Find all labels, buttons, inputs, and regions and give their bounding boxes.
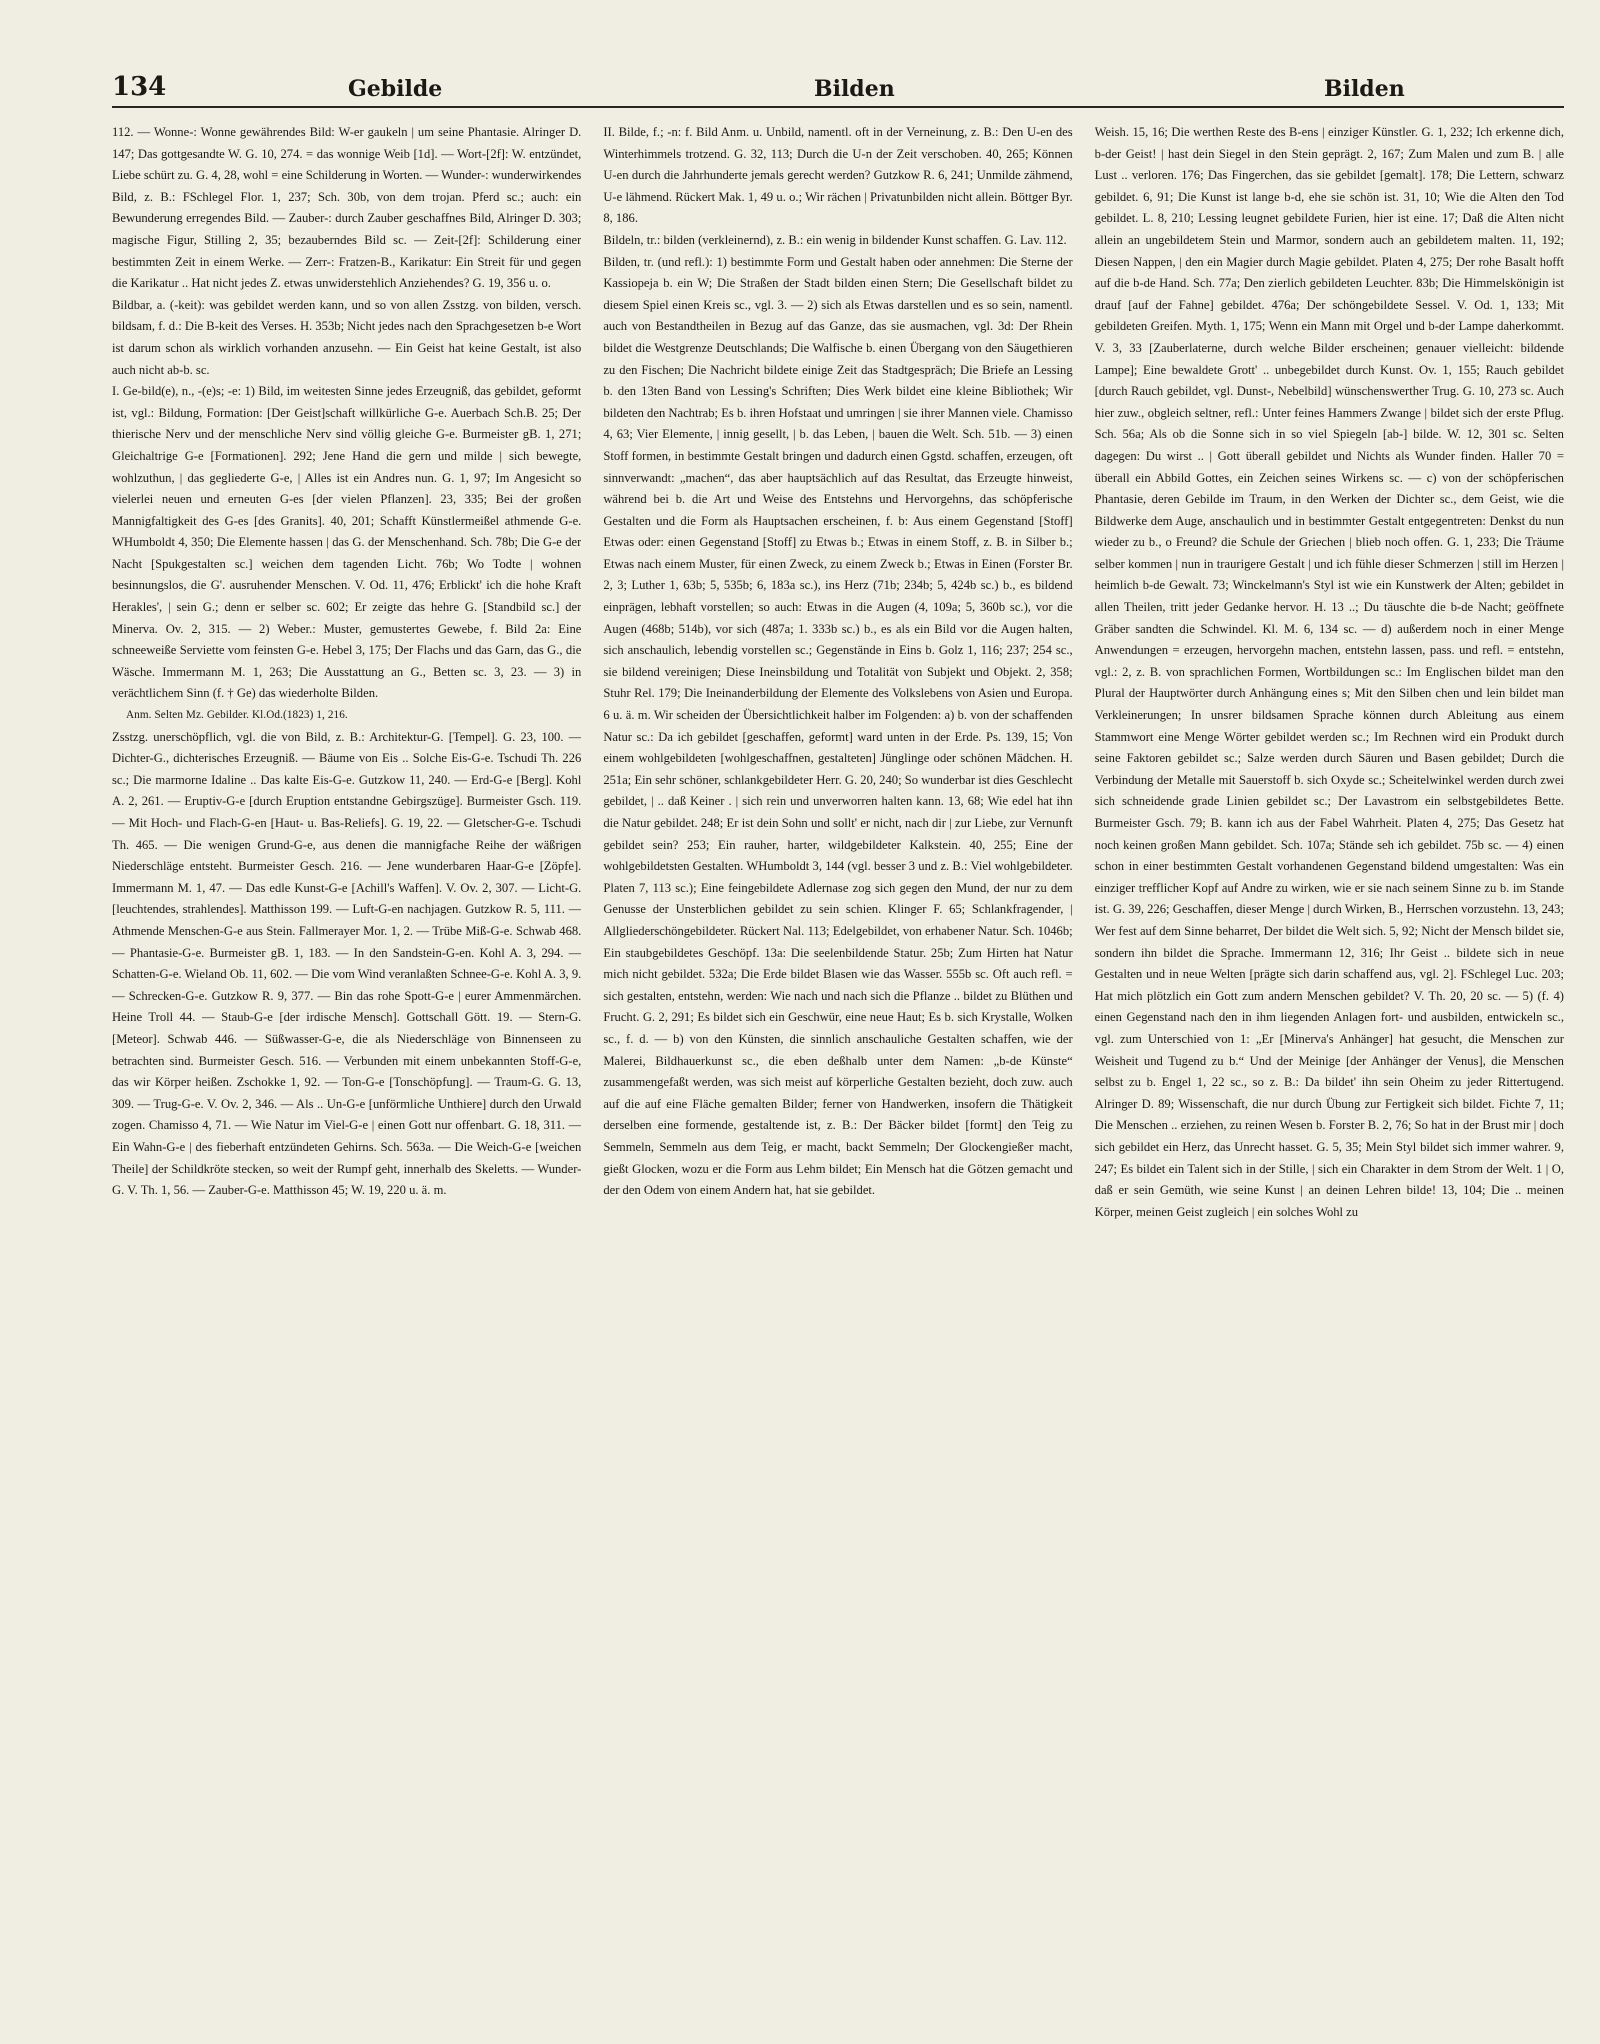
entry-paragraph: Bildeln, tr.: bilden (verkleinernd), z. B.: ein wenig in bildender Kunst schaffen. G. Lav. 112. (603, 232, 1067, 247)
entry-paragraph: Bilden, tr. (und refl.): 1) bestimmte Form und Gestalt haben oder annehmen: Die Sterne der Kassiopeja b. ein W; Die Straßen der Stadt bilden einen Stern; Die Gesellschaft bildet zu diesem Spiel einen Kreis sc., vgl. 3. — 2) sich als Etwas darstellen und es so sein, namentl. auch von Bestandtheilen in Bezug auf das Ganze, das sie ausmachen, vgl. 3d: Der Rhein bildet die Westgrenze Deutschlands; Die Walfische b. einen Übergang von den Säugethieren zu den Fischen; Die Nachricht bildete einige Zeit das Stadtgespräch; Die Briefe an Lessing b. den 13ten Band von Lessing's Schriften; Dies Werk bildet eine kleine Bibliothek; Wir bildeten den Nachtrab; Es b. ihren Hofstaat und umringen | sie ihrer Mannen viele. Chamisso 4, 63; Vier Elemente, | innig gesellt, | b. das Leben, | bauen die Welt. Sch. 51b. — 3) einen Stoff formen, in bestimmte Gestalt bringen und dadurch einen Ggstd. schaffen, erzeugen, oft sinnverwandt: „machen“, das aber hauptsächlich auf das Resultat, das Erzeugte hinweist, während bei b. die Art und Weise des Entstehns und Hervorgehns, das schöpferische Gestalten und die Form als Hauptsachen erscheinen, f. b: Aus einem Gegenstand [Stoff] Etwas oder: einen Gegenstand [Stoff] zu Etwas b.; Etwas in einem Stoff, z. B. in Silber b.; Etwas nach einem Muster, für einen Zweck, zu einem Zweck b.; Etwas in Einen (Forster Br. 2, 3; Luther 1, 63b; 5, 535b; 6, 183a sc.), ins Herz (71b; 234b; 5, 424b sc.) b., es bildend einprägen, lebhaft vorstellen; so auch: Etwas in die Augen (4, 109a; 5, 360b sc.), vor die Augen (468b; 514b), vor sich (487a; 1. 333b sc.) b., es als ein Bild vor die Augen halten, sich anschaulich, lebendig vorstellen sc.; Gegenstände in Eins b. Golz 1, 116; 237; 254 sc., sie bildend vereinigen; Diese Ineinsbildung und Totalität von Subjekt und Objekt. 2, 358; Stuhr Rel. 179; Die Ineinanderbildung der Elemente des Volkslebens von Asien und Europa. 6 u. ä. m. Wir scheiden der Übersichtlichkeit halber im Folgenden: a) b. von der schaffenden Natur sc.: Da ich gebildet [geschaffen, geformt] ward unten in der Erde. Ps. 139, 15; Von einem wohlgebildeten [wohlgeschaffnen, gestalteten] Jünglinge oder schönen Mädchen. H. 251a; Ein sehr schöner, schlankgebildeter Herr. G. 20, 240; So wunderbar ist dies Geschlecht gebildet, | .. daß Keiner . | sich rein und unverworren halten kann. 13, 68; Wie edel hat ihn die Natur gebildet. 248; Er ist dein Sohn und sollt' er nicht, nach dir | zur Liebe, zur Vernunft gebildet sein? 253; Ein rauher, harter, wildgebildeter Kalkstein. 40, 255; Eine der wohlgebildetsten Gestalten. WHumboldt 3, 144 (vgl. besser 3 und z. B.: Viel wohlgebildeter. Platen 7, 113 sc.); Eine feingebildete Adlernase zog sich gegen den Mund, der nur zu dem Genusse der Unsterblichen gebildet zu sein schien. Klinger F. 65; Schlankfragender, | Allgliederschöngebildeter. Rückert Nal. 113; Edelgebildet, von erhabener Natur. Sch. 1046b; Ein staubgebildetes Geschöpf. 13a: Die seelenbildende Statur. 25b; Zum Hirten hat Natur mich nicht gebildet. 532a; Die Erde bildet Blasen wie das Wasser. 555b sc. Oft auch refl. = sich gestalten, entstehn, werden: Wie nach und nach sich die Pflanze .. bildet zu Blüthen und Frucht. G. 2, 291; Es bildet sich ein Geschwür, eine neue Haut; Es b. sich Krystalle, Wolken sc., f. d. — b) von den Künsten, die sinnlich anschauliche Gestalten schaffen, wie der Malerei, Bildhauerkunst sc., die eben deßhalb unter dem Namen: „b-de Künste“ zusammengefaßt werden, was sich meist auf körperliche Gestalten bezieht, doch zuw. auch auf die auf eine Fläche gemalten Bilder; ferner von Handwerken, insofern die Thätigkeit derselben eine formende, gestaltende ist, z. B.: Der Bäcker bildet [formt] den Teig zu Semmeln, Semmeln aus dem Teig, er macht, backt Semmeln; Der Glockengießer macht, gießt Glocken, wozu er die Form aus Lehm bildet; Ein Mensch hat die Götzen gemacht und der den Odem von einem Andern hat, hat sie gebildet. (603, 254, 1073, 1198)
column-left (112, 122, 581, 2012)
note-paragraph: Anm. Selten Mz. Gebilder. Kl.Od.(1823) 1, 216. (126, 709, 348, 722)
column-right (1095, 122, 1564, 2012)
page-number: 134 (112, 72, 167, 102)
running-head (112, 66, 1564, 108)
entry-paragraph: 112. — Wonne-: Wonne gewährendes Bild: W-er gaukeln | um seine Phantasie. Alringer D. 147; Das gottgesandte W. G. 10, 274. = das wonnige Weib [1d]. — Wort-[2f]: W. entzündet, Liebe schürt zu. G. 4, 28, wohl = eine Schilderung in Worten. — Wunder-: wunderwirkendes Bild, z. B.: FSchlegel Flor. 1, 237; Sch. 30b, von dem trojan. Pferd sc.; auch: ein Bewunderung erregendes Bild. — Zauber-: durch Zauber geschaffnes Bild, Alringer D. 303; magische Figur, Stilling 2, 35; bezauberndes Bild sc. — Zeit-[2f]: Schilderung einer bestimmten Zeit in einem Werke. — Zerr-: Fratzen-B., Karikatur: Ein Streit für und gegen die Karikatur .. Hat nicht jedes Z. etwas unwiderstehlich Anziehendes? G. 19, 356 u. o. (112, 125, 582, 291)
entry-paragraph: Bildbar, a. (-keit): was gebildet werden kann, und so von allen Zsstzg. von bilden, versch. bildsam, f. d.: Die B-keit des Verses. H. 353b; Nicht jedes nach den Sprachgesetzen b-e Wort ist darum schon als wirklich vorhanden anzusehn. — Ein Geist hat keine Gestalt, ist also auch nicht ab-b. sc. (112, 297, 582, 377)
center-guide-word: Bilden (814, 76, 895, 102)
column-middle (603, 122, 1072, 2012)
entry-paragraph: Zsstzg. unerschöpflich, vgl. die von Bild, z. B.: Architektur-G. [Tempel]. G. 23, 100. — Dichter-G., dichterisches Erzeugniß. — Bäume von Eis .. Solche Eis-G-e. Tschudi Th. 226 sc.; Die marmorne Idaline .. Das kalte Eis-G-e. Gutzkow 11, 240. — Erd-G-e [Berg]. Kohl A. 2, 261. — Eruptiv-G-e [durch Eruption entstandne Gebirgszüge]. Burmeister Gsch. 119. — Mit Hoch- und Flach-G-en [Haut- u. Bas-Reliefs]. G. 19, 22. — Gletscher-G-e. Tschudi Th. 465. — Die wenigen Grund-G-e, aus denen die mannigfache Reihe der wäßrigen Niederschläge entsteht. Burmeister Gesch. 216. — Jene wunderbaren Haar-G-e [Zöpfe]. Immermann M. 1, 47. — Das edle Kunst-G-e [Achill's Waffen]. V. Ov. 2, 307. — Licht-G. [leuchtendes, strahlendes]. Matthisson 199. — Luft-G-en nachjagen. Gutzkow R. 5, 111. — Athmende Menschen-G-e aus Stein. Fallmerayer Mor. 1, 2. — Trübe Miß-G-e. Schwab 468. — Phantasie-G-e. Burmeister gB. 1, 183. — In den Sandstein-G-en. Kohl A. 3, 294. — Schatten-G-e. Wieland Ob. 11, 602. — Die vom Wind veranlaßten Schnee-G-e. Kohl A. 3, 9. — Schrecken-G-e. Gutzkow R. 9, 377. — Bin das rohe Spott-G-e | eurer Ammenmärchen. Heine Troll 44. — Staub-G-e [der irdische Mensch]. Gottschall Gött. 19. — Stern-G. [Meteor]. Schwab 446. — Süßwasser-G-e, die als Niederschläge von Binnenseen zu betrachten sind. Burmeister Gesch. 516. — Verbunden mit einem unbekannten Stoff-G-e, das wir Körper heißen. Zschokke 1, 92. — Ton-G-e [Tonschöpfung]. — Traum-G. G. 13, 309. — Trug-G-e. V. Ov. 2, 346. — Als .. Un-G-e [unförmliche Unthiere] durch den Urwald zogen. Chamisso 4, 71. — Wie Natur im Viel-G-e | einen Gott nur offenbart. G. 18, 311. — Ein Wahn-G-e | des fieberhaft entzündeten Gehirns. Sch. 563a. — Die Weich-G-e [weichen Theile] der Schildkröte stecken, so weit der Rumpf geht, innerhalb des Skeletts. — Wunder-G. V. Th. 1, 56. — Zauber-G-e. Matthisson 45; W. 19, 220 u. ä. m. (112, 729, 582, 1198)
entry-paragraph: Weish. 15, 16; Die werthen Reste des B-ens | einziger Künstler. G. 1, 232; Ich erkenne dich, b-der Geist! | hast dein Siegel in den Stein geprägt. 2, 167; Zum Malen und zum B. | alle Lust .. verloren. 176; Das Fingerchen, das sie gebildet [gemalt]. 178; Die Lettern, schwarz gebildet. 6, 91; Die Kunst ist lange b-d, ehe sie schön ist. 31, 10; Wie die Alten den Tod gebildet. L. 8, 210; Lessing leugnet gebildete Furien, hier ist eine. 17; Daß die Alten nicht allein an ungebildetem Stein und Marmor, sondern auch an gebildetem malten. 11, 192; Diesen Nappen, | den ein Magier durch Magie gebildet. Platen 4, 275; Der rohe Basalt hofft auf die b-de Hand. Sch. 77a; Den zierlich gebildeten Leuchter. 83b; Die Himmelskönigin ist drauf [auf der Fahne] gebildet. 476a; Der schöngebildete Sessel. V. Od. 1, 133; Mit gebildeten Greifen. Myth. 1, 175; Wenn ein Mann mit Orgel und b-der Lampe daherkommt. V. 3, 33 [Zauberlaterne, durch welche Bilder erscheinen; genauer vielleicht: bildende Lampe]; Eine bewaldete Grott' .. unbegebildet durch Kunst. Ov. 1, 155; Rauch gebildet [durch Rauch gebildet, vgl. Dunst-, Nebelbild] wünschenswerther Trug. G. 10, 273 sc. Auch hier zuw., obgleich seltner, refl.: Unter feines Hammers Zwange | bildet sich der erste Pflug. Sch. 56a; Als ob die Sonne sich in so viel Spiegeln [ab-] bilde. W. 12, 301 sc. Selten dagegen: Du wirst .. | Gott überall gebildet und Nichts als Wunder finden. Haller 70 = überall ein Abbild Gottes, ein Zeichen seines Wirkens sc. — c) von der schöpferischen Phantasie, deren Gebilde im Traum, in den Werken der Dichter sc., dem Geist, wie die Bildwerke dem Auge, anschaulich und in bestimmter Gestalt entgegentreten: Denkst du nun wieder zu b., o Freund? die Schule der Griechen | blieb noch offen. G. 1, 233; Die Träume selber kommen | nun in traurigere Gestalt | und ich fühle dieser Schmerzen | still im Herzen | heimlich b-de Gewalt. 73; Winckelmann's Styl ist wie ein Kunstwerk der Alten; gebildet in allen Theilen, tritt jeder Gedanke hervor. H. 13 ..; Du täuschte die b-de Nacht; geöffnete Gräber sandten die Schwindel. Kl. M. 6, 134 sc. — d) außerdem noch in einer Menge Anwendungen = erzeugen, hervorgehn machen, entstehn lassen, pass. und refl. = entstehn, vgl.: 2, z. B. von sprachlichen Formen, Wortbildungen sc.: Im Englischen bildet man den Plural der Hauptwörter durch Anhängung eines s; Mit den Silben chen und lein bildet man Verkleinerungen; In unsrer bildsamen Sprache können durch Ableitung aus einem Stammwort eine Menge Wörter gebildet werden sc.; Im Rechnen wird ein Produkt durch seine Faktoren gebildet sc.; Salze werden durch Säuren und Basen gebildet; Durch die Verbindung der Metalle mit Sauerstoff b. sich Oxyde sc.; Scheitelwinkel werden durch zwei sich schneidende grade Linien gebildet sc.; Der Lavastrom ein selbstgebildetes Bette. Burmeister Gsch. 79; B. kann ich aus der Fabel Wahrheit. Platen 4, 275; Das Gesetz hat noch keinen großen Mann gebildet. Sch. 107a; Stände seh ich gebildet. 75b sc. — 4) einen schon in einer bestimmten Gestalt vorhandenen Gegenstand bildend umgestalten: Was ein einziger trefflicher Kopf auf Andre zu wirken, wie er sie nach seinem Sinne zu b. im Stande ist. G. 39, 226; Geschaffen, dieser Menge | durch Wirken, B., Herrschen vorzustehn. 13, 243; Wer fest auf dem Sinne beharret, Der bildet die Welt sich. 5, 92; Nicht der Mensch bildet sie, sondern ihn bildet die Sprache. Immermann 12, 316; Ihr Geist .. bildete sich in neue Gestalten und in neue Welten [prägte sich darin schaffend aus, vgl. 2]. FSchlegel Luc. 203; Hat mich plötzlich ein Gott zum andern Menschen gebildet? V. Th. 20, 20 sc. — 5) (f. 4) einen Gegenstand nach den in ihm liegenden Anlagen fort- und ausbilden, entwickeln sc., vgl. zum Unterschied von 1: „Er [Minerva's Anhänger] hat gesucht, die Menschen zur Weisheit und Tugend zu b.“ Und der Meinige [der Anhänger der Venus], die Menschen selbst zu b. Engel 1, 22 sc., so z. B.: Da bildet' ihn sein Oheim zu jeder Rittertugend. Alringer D. 89; Wissenschaft, die nur durch Übung zur Fertigkeit sich bildet. Fichte 7, 11; Die Menschen .. erziehen, zu reinen Wesen b. Forster B. 2, 76; So hat in der Brust mir | doch sich gebildet ein Herz, das Unrecht hasset. G. 5, 35; Mein Styl bildet sich immer wahrer. 9, 247; Es bildet ein Talent sich in der Stille, | sich ein Charakter in dem Strom der Welt. 1 | O, daß er sein Gemüth, wie seine Kunst | an deinen Lehren bilde! 13, 104; Die .. meinen Körper, meinen Geist zugleich | ein solches Wohl zu (1094, 125, 1564, 1219)
text-columns (112, 122, 1564, 2022)
entry-paragraph: I. Ge-bild(e), n., -(e)s; -e: 1) Bild, im weitesten Sinne jedes Erzeugniß, das gebildet, geformt ist, vgl.: Bildung, Formation: [Der Geist]schaft willkürliche G-e. Auerbach Sch.B. 25; Der thierische Nerv und der menschliche Nerv sind völlig gleiche G-e. Burmeister gB. 1, 271; Gleichaltrige G-e [Formationen]. 292; Jene Hand die gern und milde | sich bewegte, wohlzuthun, | das gegliederte G-e, | Alles ist ein Andres nun. G. 1, 97; Im Angesicht so vielerlei neuen und erneuten G-es [der vielen Pflanzen]. 23, 335; Bei der großen Mannigfaltigkeit des G-es [des Granits]. 40, 201; Schafft Künstlermeißel athmende G-e. WHumboldt 4, 350; Die Elemente hassen | das G. der Menschenhand. Sch. 78b; Die G-e der Nacht [Spukgestalten sc.] weichen dem tagenden Licht. 76b; Wo Todte | wohnen besinnungslos, die G'. ausruhender Menschen. V. Od. 11, 476; Erblickt' ich die hohe Kraft Herakles', | sein G.; denn er selber sc. 602; Er zeigte das hehre G. [Standbild sc.] der Minerva. Ov. 2, 315. — 2) Weber.: Muster, gemustertes Gewebe, f. Bild 2a: Eine schneeweiße Serviette vom feinsten G-e. Hebel 3, 175; Der Flachs und das Garn, das G., die Wäsche. Immermann M. 1, 263; Die Ausstattung an G., Betten sc. 3, 23. — 3) in verächtlichem Sinn (f. † Ge) das wiederholte Bilden. (112, 384, 582, 701)
right-guide-word: Bilden (1324, 76, 1405, 102)
entry-paragraph: II. Bilde, f.; -n: f. Bild Anm. u. Unbild, namentl. oft in der Verneinung, z. B.: Den U-en des Winterhimmels trotzend. G. 32, 113; Durch die U-n der Zeit verschoben. 40, 265; Können U-en durch die Jahrhunderte jemals gerecht werden? Gutzkow R. 6, 241; Unmilde zähmend, U-e lähmend. Rückert Mak. 1, 49 u. o.; Wir rächen | Privatunbilden nicht allein. Böttger Byr. 8, 186. (603, 125, 1073, 226)
left-guide-word: Gebilde (348, 76, 443, 102)
